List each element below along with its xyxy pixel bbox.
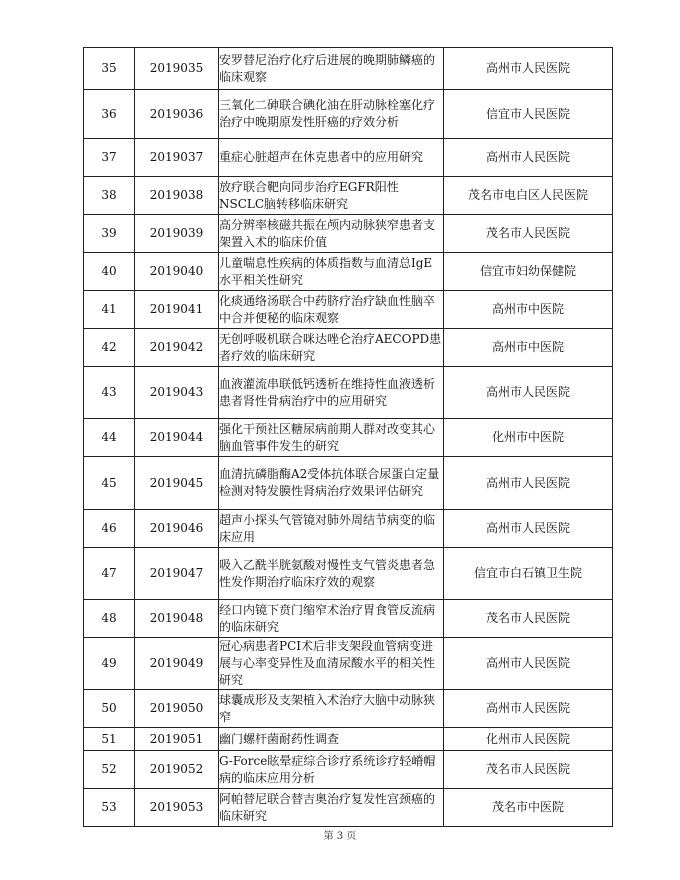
hospital-name: 高州市人民医院 bbox=[444, 638, 613, 690]
project-code: 2019049 bbox=[135, 638, 219, 690]
project-code: 2019039 bbox=[135, 215, 219, 253]
hospital-name: 高州市人民医院 bbox=[444, 510, 613, 548]
row-number: 39 bbox=[84, 215, 135, 253]
project-title: 儿童喘息性疾病的体质指数与血清总IgE水平相关性研究 bbox=[219, 253, 444, 291]
hospital-name: 茂名市人民医院 bbox=[444, 751, 613, 789]
table-row bbox=[84, 90, 613, 139]
row-number: 47 bbox=[84, 548, 135, 600]
table-row bbox=[84, 177, 613, 215]
project-code: 2019040 bbox=[135, 253, 219, 291]
hospital-name: 信宜市人民医院 bbox=[444, 90, 613, 139]
row-number: 51 bbox=[84, 728, 135, 751]
hospital-name: 茂名市电白区人民医院 bbox=[444, 177, 613, 215]
project-title: 血清抗磷脂酶A2受体抗体联合尿蛋白定量检测对特发膜性肾病治疗效果评估研究 bbox=[219, 457, 444, 510]
project-code: 2019048 bbox=[135, 600, 219, 638]
table-row bbox=[84, 215, 613, 253]
project-table bbox=[83, 47, 613, 827]
project-title: 阿帕替尼联合替吉奥治疗复发性宫颈癌的临床研究 bbox=[219, 789, 444, 827]
project-code: 2019038 bbox=[135, 177, 219, 215]
project-title: 超声小探头气管镜对肺外周结节病变的临床应用 bbox=[219, 510, 444, 548]
row-number: 40 bbox=[84, 253, 135, 291]
project-title: 化痰通络汤联合中药脐疗治疗缺血性脑卒中合并便秘的临床观察 bbox=[219, 291, 444, 329]
row-number: 35 bbox=[84, 48, 135, 90]
row-number: 50 bbox=[84, 690, 135, 728]
row-number: 49 bbox=[84, 638, 135, 690]
project-code: 2019051 bbox=[135, 728, 219, 751]
table-row bbox=[84, 419, 613, 457]
hospital-name: 高州市人民医院 bbox=[444, 367, 613, 419]
hospital-name: 化州市人民医院 bbox=[444, 728, 613, 751]
project-code: 2019041 bbox=[135, 291, 219, 329]
table-row bbox=[84, 690, 613, 728]
table-row bbox=[84, 510, 613, 548]
table-row bbox=[84, 548, 613, 600]
project-code: 2019052 bbox=[135, 751, 219, 789]
table-row bbox=[84, 789, 613, 827]
hospital-name: 高州市人民医院 bbox=[444, 139, 613, 177]
project-code: 2019037 bbox=[135, 139, 219, 177]
row-number: 42 bbox=[84, 329, 135, 367]
hospital-name: 信宜市妇幼保健院 bbox=[444, 253, 613, 291]
row-number: 52 bbox=[84, 751, 135, 789]
row-number: 45 bbox=[84, 457, 135, 510]
hospital-name: 高州市人民医院 bbox=[444, 690, 613, 728]
table-row bbox=[84, 139, 613, 177]
hospital-name: 茂名市人民医院 bbox=[444, 215, 613, 253]
table-row bbox=[84, 600, 613, 638]
project-code: 2019050 bbox=[135, 690, 219, 728]
hospital-name: 高州市中医院 bbox=[444, 329, 613, 367]
table-row bbox=[84, 751, 613, 789]
project-title: 无创呼吸机联合咪达唑仑治疗AECOPD患者疗效的临床研究 bbox=[219, 329, 444, 367]
project-title: 经口内镜下贲门缩窄术治疗胃食管反流病的临床研究 bbox=[219, 600, 444, 638]
row-number: 53 bbox=[84, 789, 135, 827]
project-title: 放疗联合靶向同步治疗EGFR阳性NSCLC脑转移临床研究 bbox=[219, 177, 444, 215]
row-number: 48 bbox=[84, 600, 135, 638]
project-code: 2019043 bbox=[135, 367, 219, 419]
row-number: 46 bbox=[84, 510, 135, 548]
project-title: 重症心脏超声在休克患者中的应用研究 bbox=[219, 139, 444, 177]
hospital-name: 化州市中医院 bbox=[444, 419, 613, 457]
table-row bbox=[84, 329, 613, 367]
hospital-name: 高州市中医院 bbox=[444, 291, 613, 329]
project-title: 幽门螺杆菌耐药性调查 bbox=[219, 728, 444, 751]
project-code: 2019045 bbox=[135, 457, 219, 510]
table-row bbox=[84, 457, 613, 510]
project-code: 2019042 bbox=[135, 329, 219, 367]
project-code: 2019047 bbox=[135, 548, 219, 600]
row-number: 41 bbox=[84, 291, 135, 329]
table-row bbox=[84, 728, 613, 751]
project-title: 安罗替尼治疗化疗后进展的晚期肺鳞癌的临床观察 bbox=[219, 48, 444, 90]
project-code: 2019035 bbox=[135, 48, 219, 90]
row-number: 37 bbox=[84, 139, 135, 177]
project-title: 冠心病患者PCI术后非支架段血管病变进展与心率变异性及血清尿酸水平的相关性研究 bbox=[219, 638, 444, 690]
project-title: 血液灌流串联低钙透析在维持性血液透析患者肾性骨病治疗中的应用研究 bbox=[219, 367, 444, 419]
project-code: 2019044 bbox=[135, 419, 219, 457]
row-number: 43 bbox=[84, 367, 135, 419]
row-number: 44 bbox=[84, 419, 135, 457]
table-row bbox=[84, 638, 613, 690]
project-title: 强化干预社区糖尿病前期人群对改变其心脑血管事件发生的研究 bbox=[219, 419, 444, 457]
project-title: G-Force眩晕症综合诊疗系统诊疗轻嵴帽病的临床应用分析 bbox=[219, 751, 444, 789]
hospital-name: 高州市人民医院 bbox=[444, 48, 613, 90]
project-code: 2019046 bbox=[135, 510, 219, 548]
row-number: 38 bbox=[84, 177, 135, 215]
project-code: 2019036 bbox=[135, 90, 219, 139]
project-title: 三氧化二砷联合碘化油在肝动脉栓塞化疗治疗中晚期原发性肝癌的疗效分析 bbox=[219, 90, 444, 139]
hospital-name: 高州市人民医院 bbox=[444, 457, 613, 510]
table-row bbox=[84, 48, 613, 90]
project-code: 2019053 bbox=[135, 789, 219, 827]
hospital-name: 茂名市中医院 bbox=[444, 789, 613, 827]
table-row bbox=[84, 291, 613, 329]
table-row bbox=[84, 367, 613, 419]
row-number: 36 bbox=[84, 90, 135, 139]
project-title: 高分辨率核磁共振在颅内动脉狭窄患者支架置入术的临床价值 bbox=[219, 215, 444, 253]
project-title: 吸入乙酰半胱氨酸对慢性支气管炎患者急性发作期治疗临床疗效的观察 bbox=[219, 548, 444, 600]
project-title: 球囊成形及支架植入术治疗大脑中动脉狭窄 bbox=[219, 690, 444, 728]
hospital-name: 信宜市白石镇卫生院 bbox=[444, 548, 613, 600]
page-number: 第 3 页 bbox=[323, 831, 357, 842]
table-row bbox=[84, 253, 613, 291]
hospital-name: 茂名市人民医院 bbox=[444, 600, 613, 638]
